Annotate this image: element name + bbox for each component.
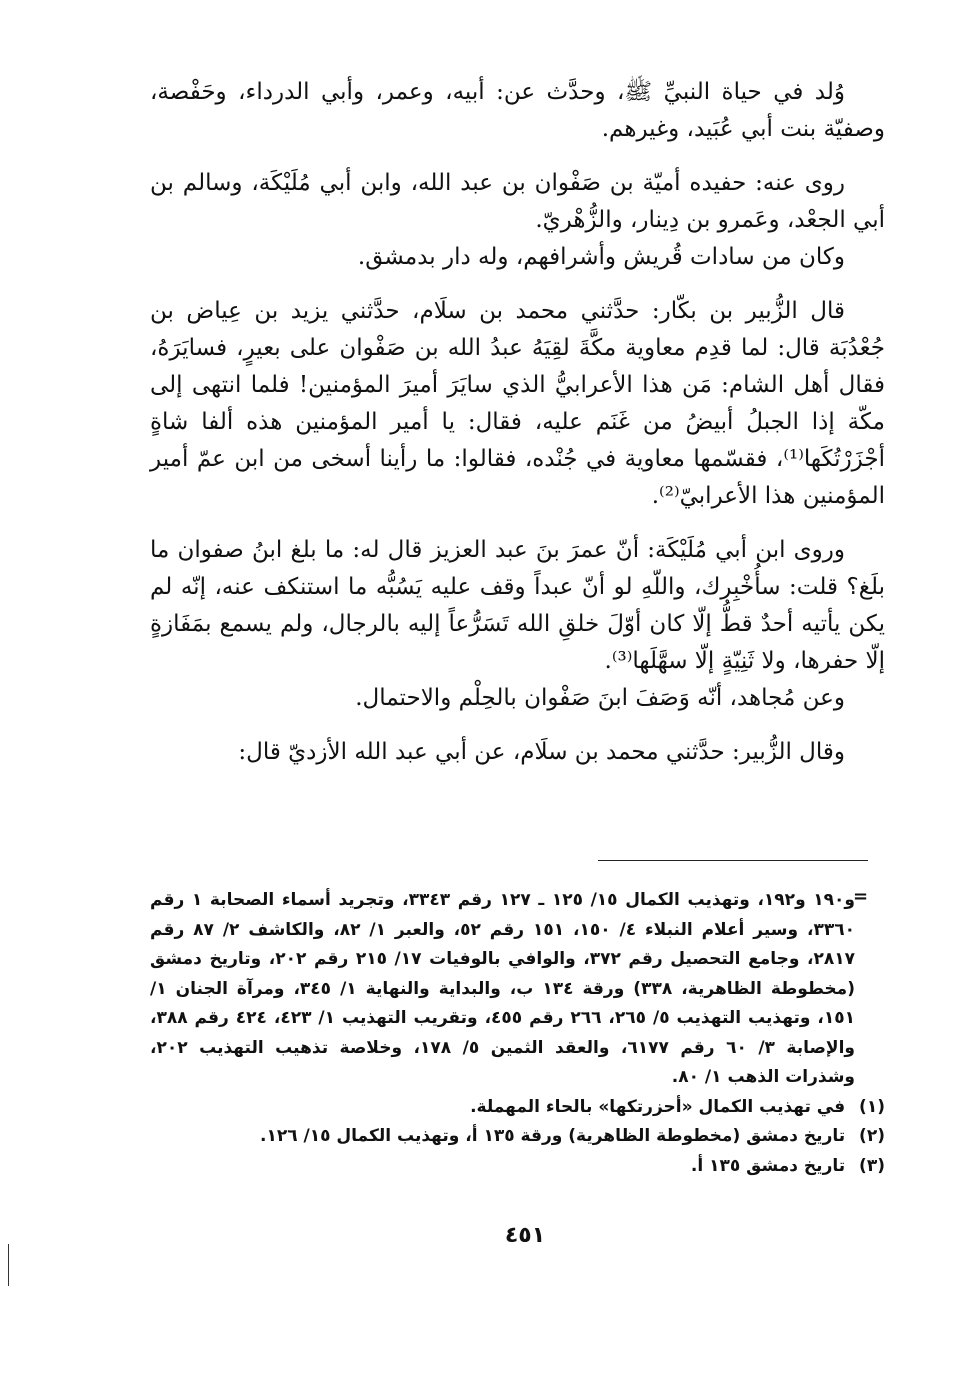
- paragraph-status: وكان من سادات قُريش وأشرافهم، وله دار بدمشق.: [357, 244, 845, 270]
- footnote-number: (٣): [859, 1155, 885, 1176]
- main-text: [150, 74, 885, 771]
- footnotes: [150, 886, 885, 1181]
- paragraph-mujahid: وعن مُجاهد، أنّه وَصَفَ ابنَ صَفْوان بالحِلْم والاحتمال.: [355, 685, 845, 711]
- footnote-number: (١): [859, 1096, 885, 1117]
- footnote-continuation: و١٩٠ و١٩٢، وتهذيب الكمال ١٥/ ١٢٥ ـ ١٢٧ رقم ٣٣٤٣، وتجريد أسماء الصحابة ١ رقم ٣٣٦٠، وسير أعلام النبلاء ٤/ ١٥٠، ١٥١ رقم ٥٢، والعبر ١/ ٨٢، والكاشف ٢/ ٨٧ رقم ٢٨١٧، وجامع التحصيل رقم ٣٧٢، والوافي بالوفيات ١٧/ ٢١٥ رقم ٢٠٢، وتاريخ دمشق (مخطوطة الظاهرية، ٣٣٨) ورقة ١٣٤ ب، والبداية والنهاية ١/ ٣٤٥، ومرآة الجنان ١/ ١٥١، وتهذيب التهذيب ٥/ ٢٦٥، ٢٦٦ رقم ٤٥٥، وتقريب التهذيب ١/ ٤٢٣، ٤٢٤ رقم ٣٨٨، والإصابة ٣/ ٦٠ رقم ٦١٧٧، والعقد الثمين ٥/ ١٧٨، وخلاصة تذهيب التهذيب ٢٠٢، وشذرات الذهب ١/ ٨٠.: [150, 890, 855, 1087]
- footnote-1: [150, 1093, 885, 1123]
- paragraph-narrators: روى عنه: حفيده أميّة بن صَفْوان بن عبد الله، وابن أبي مُلَيْكَة، وسالم بن أبي الجعْد، وعَمرو بن دِينار، والزُّهْريّ.: [150, 170, 885, 233]
- footnote-3: [150, 1152, 885, 1182]
- paragraph-umar-story: وروى ابن أبي مُلَيْكَة: أنّ عمرَ بنَ عبد العزيز قال له: ما بلغ ابنُ صفوان ما بلَغ؟ قلت: سأُخْبِرك، واللّهِ لو أنّ عبداً وقف عليه يَسُبُّه ما استنكف عنه، إنّه لم يكن يأتيه أحدٌ قطُّ إلّا كان أوّلَ خلقِ الله تَسَرُّعاً إليه بالرجال، ولم يسمع بمَفَازةٍ إلّا حفرها، ولا ثَنِيّةٍ إلّا سهَّلَها⁽³⁾.: [150, 537, 885, 674]
- page-number: ٤٥١: [504, 1223, 546, 1248]
- paragraph-zubair-second: وقال الزُّبير: حدَّثني محمد بن سلَام، عن أبي عبد الله الأزديّ قال:: [238, 739, 845, 765]
- footnote-2: [150, 1122, 885, 1152]
- footnote-separator: [598, 860, 868, 861]
- scan-margin-line: [8, 1244, 9, 1286]
- footnote-text: في تهذيب الكمال «أحزرتكها» بالحاء المهملة.: [470, 1096, 846, 1117]
- footnote-text: تاريخ دمشق ١٣٥ أ.: [690, 1155, 846, 1176]
- paragraph-zubair-story: قال الزُّبير بن بكّار: حدَّثني محمد بن سلَام، حدَّثني يزيد بن عِياض بن جُعْدُبَة قال: لما قدِم معاوية مكَّةَ لقِيَهُ عبدُ الله بن صَفْوان على بعيرٍ، فسايَرَهُ، فقال أهل الشام: مَن هذا الأعرابيُّ الذي سايَرَ أميرَ المؤمنين! فلما انتهى إلى مكّة إذا الجبلُ أبيضُ من غَنَم عليه، فقال: يا أمير المؤمنين هذه ألفا شاةٍ أجْزَرْتُكَها⁽¹⁾، فقسّمها معاوية في جُنْده، فقالوا: ما رأينا أسخى من ابن عمّ أمير المؤمنين هذا الأعرابيّ⁽²⁾.: [150, 298, 885, 509]
- footnote-text: تاريخ دمشق (مخطوطة الظاهرية) ورقة ١٣٥ أ، وتهذيب الكمال ١٥/ ١٢٦.: [259, 1126, 846, 1146]
- footnote-number: (٢): [859, 1126, 885, 1146]
- footnote-continuation-marker: =: [853, 886, 869, 907]
- paragraph-birth: وُلد في حياة النبيِّ ﷺ، وحدَّث عن: أبيه، وعمر، وأبي الدرداء، وحَفْصة، وصفيّة بنت أبي عُبَيد، وغيرهم.: [150, 79, 885, 142]
